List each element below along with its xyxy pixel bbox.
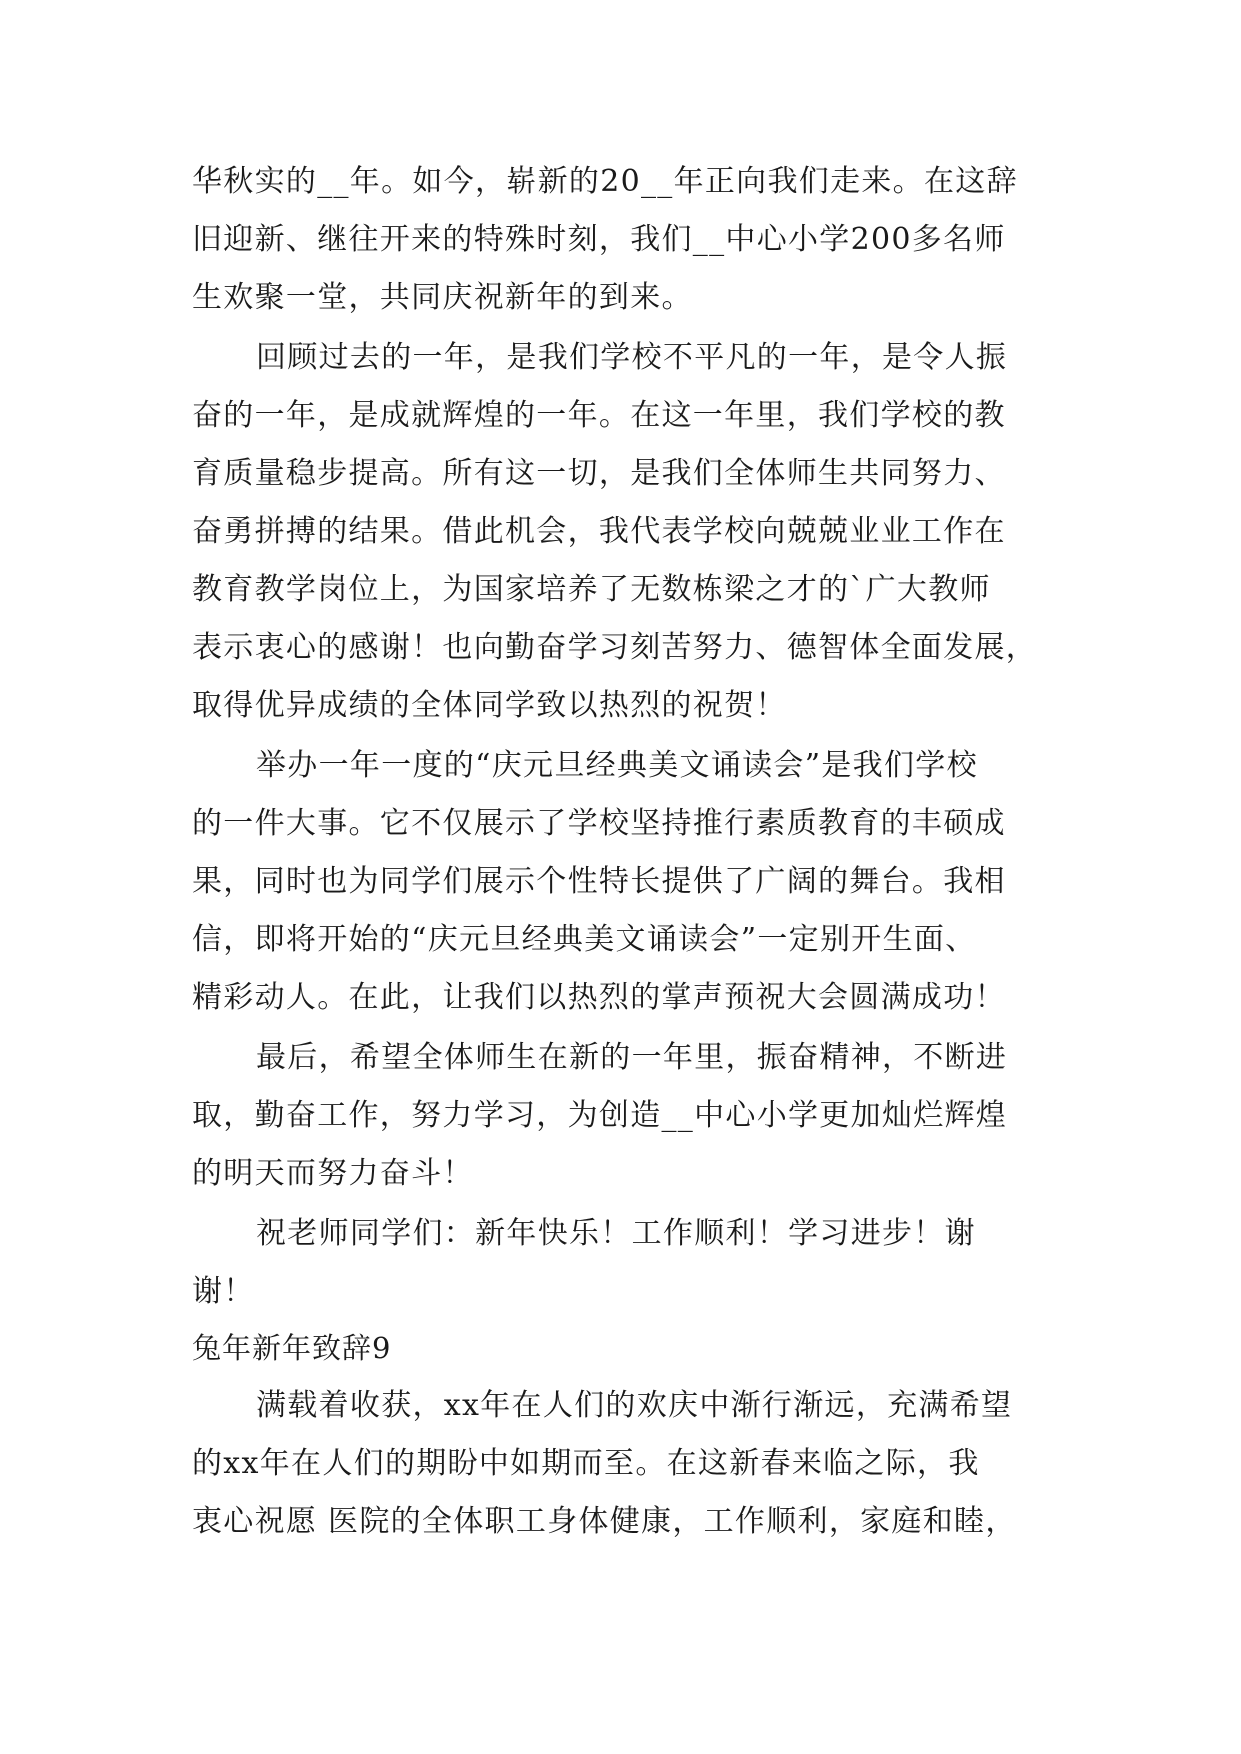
text-line: 生欢聚一堂，共同庆祝新年的到来。 bbox=[192, 280, 693, 315]
text-line: 取得优异成绩的全体同学致以热烈的祝贺！ bbox=[192, 688, 787, 723]
paragraph-first-line: 回顾过去的一年，是我们学校不平凡的一年，是令人振 bbox=[256, 340, 1008, 375]
paragraph-first-line: 最后，希望全体师生在新的一年里，振奋精神，不断进 bbox=[256, 1040, 1008, 1075]
text-line: 奋勇拼搏的结果。借此机会，我代表学校向兢兢业业工作在 bbox=[192, 514, 1006, 549]
text-line: 的一件大事。它不仅展示了学校坚持推行素质教育的丰硕成 bbox=[192, 806, 1006, 841]
text-line: 的明天而努力奋斗！ bbox=[192, 1156, 474, 1191]
text-line: 奋的一年，是成就辉煌的一年。在这一年里，我们学校的教 bbox=[192, 398, 1006, 433]
text-line: 果，同时也为同学们展示个性特长提供了广阔的舞台。我相 bbox=[192, 864, 1006, 899]
text-line: 的xx年在人们的期盼中如期而至。在这新春来临之际，我 bbox=[192, 1446, 980, 1481]
text-line: 育质量稳步提高。所有这一切，是我们全体师生共同努力、 bbox=[192, 456, 1006, 491]
paragraph-first-line: 满载着收获，xx年在人们的欢庆中渐行渐远，充满希望 bbox=[256, 1388, 1013, 1423]
text-line: 谢！ bbox=[192, 1274, 255, 1309]
text-line: 教育教学岗位上，为国家培养了无数栋梁之才的`广大教师 bbox=[192, 572, 991, 607]
section-heading: 兔年新年致辞9 bbox=[192, 1331, 392, 1365]
text-line: 表示衷心的感谢！也向勤奋学习刻苦努力、德智体全面发展， bbox=[192, 630, 1038, 665]
text-line: 旧迎新、继往开来的特殊时刻，我们__中心小学200多名师 bbox=[192, 222, 1006, 257]
text-line: 衷心祝愿 医院的全体职工身体健康，工作顺利，家庭和睦， bbox=[192, 1504, 1017, 1539]
text-line: 取，勤奋工作，努力学习，为创造__中心小学更加灿烂辉煌 bbox=[192, 1098, 1008, 1133]
text-line: 华秋实的__年。如今，崭新的20__年正向我们走来。在这辞 bbox=[192, 164, 1018, 199]
text-line: 信，即将开始的“庆元旦经典美文诵读会”一定别开生面、 bbox=[192, 922, 977, 957]
paragraph-first-line: 祝老师同学们：新年快乐！工作顺利！学习进步！谢 bbox=[256, 1216, 976, 1251]
text-line: 精彩动人。在此，让我们以热烈的掌声预祝大会圆满成功！ bbox=[192, 980, 1006, 1015]
paragraph-first-line: 举办一年一度的“庆元旦经典美文诵读会”是我们学校 bbox=[256, 748, 978, 783]
